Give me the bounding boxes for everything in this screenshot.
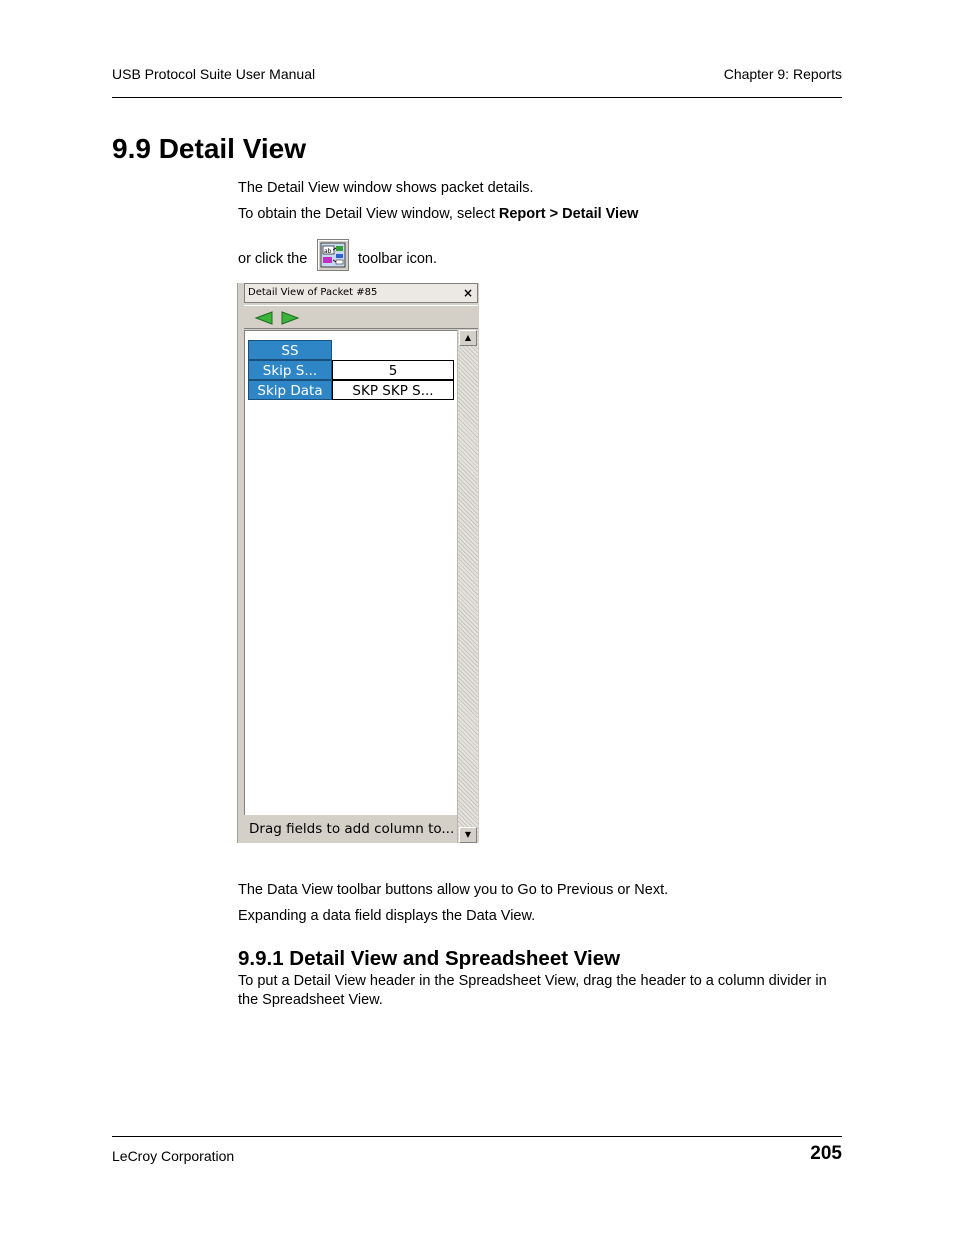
header-divider bbox=[112, 97, 842, 98]
click-suffix-text: toolbar icon. bbox=[358, 251, 437, 267]
close-icon[interactable]: × bbox=[462, 286, 473, 300]
next-button[interactable] bbox=[278, 311, 300, 325]
subsection-title: 9.9.1 Detail View and Spreadsheet View bbox=[238, 947, 621, 970]
window-title: Detail View of Packet #85 bbox=[248, 287, 378, 298]
field-value: 5 bbox=[332, 360, 454, 380]
window-toolbar bbox=[244, 305, 478, 329]
paragraph-obtain bbox=[238, 205, 638, 224]
menu-path: Report > Detail View bbox=[498, 206, 639, 222]
field-grid-area bbox=[244, 330, 457, 815]
paragraph-toolbar-buttons: The Data View toolbar buttons allow you to Go to Previous or Next. bbox=[238, 882, 669, 898]
field-name[interactable]: Skip Data bbox=[248, 380, 332, 400]
footer-divider bbox=[112, 1136, 842, 1137]
scroll-down-button[interactable]: ▼ bbox=[459, 827, 477, 843]
vertical-scrollbar[interactable] bbox=[457, 330, 478, 843]
previous-button[interactable] bbox=[254, 311, 276, 325]
detail-view-icon bbox=[317, 239, 349, 271]
field-value: SKP SKP S... bbox=[332, 380, 454, 400]
field-name[interactable]: Skip S... bbox=[248, 360, 332, 380]
paragraph-intro: The Detail View window shows packet details. bbox=[238, 180, 534, 196]
scroll-up-button[interactable]: ▲ bbox=[459, 330, 477, 346]
field-name[interactable]: SS bbox=[248, 340, 332, 360]
chapter-label: Chapter 9: Reports bbox=[723, 66, 842, 82]
subsection-body: To put a Detail View header in the Spreadsheet View, drag the header to a column divider in the Spreadsheet View. bbox=[238, 973, 827, 1008]
company-name: LeCroy Corporation bbox=[112, 1148, 235, 1164]
manual-title: USB Protocol Suite User Manual bbox=[112, 66, 316, 82]
detail-view-window bbox=[237, 283, 479, 843]
window-titlebar bbox=[244, 283, 478, 303]
paragraph-expanding: Expanding a data field displays the Data View. bbox=[238, 908, 536, 924]
section-title: 9.9 Detail View bbox=[112, 133, 307, 164]
obtain-text: To obtain the Detail View window, select bbox=[238, 206, 499, 222]
page-number: 205 bbox=[810, 1143, 842, 1164]
click-prefix-text: or click the bbox=[238, 251, 308, 267]
drag-hint-bar: Drag fields to add column to... bbox=[244, 815, 457, 843]
svg-text:ab: ab bbox=[324, 248, 332, 255]
